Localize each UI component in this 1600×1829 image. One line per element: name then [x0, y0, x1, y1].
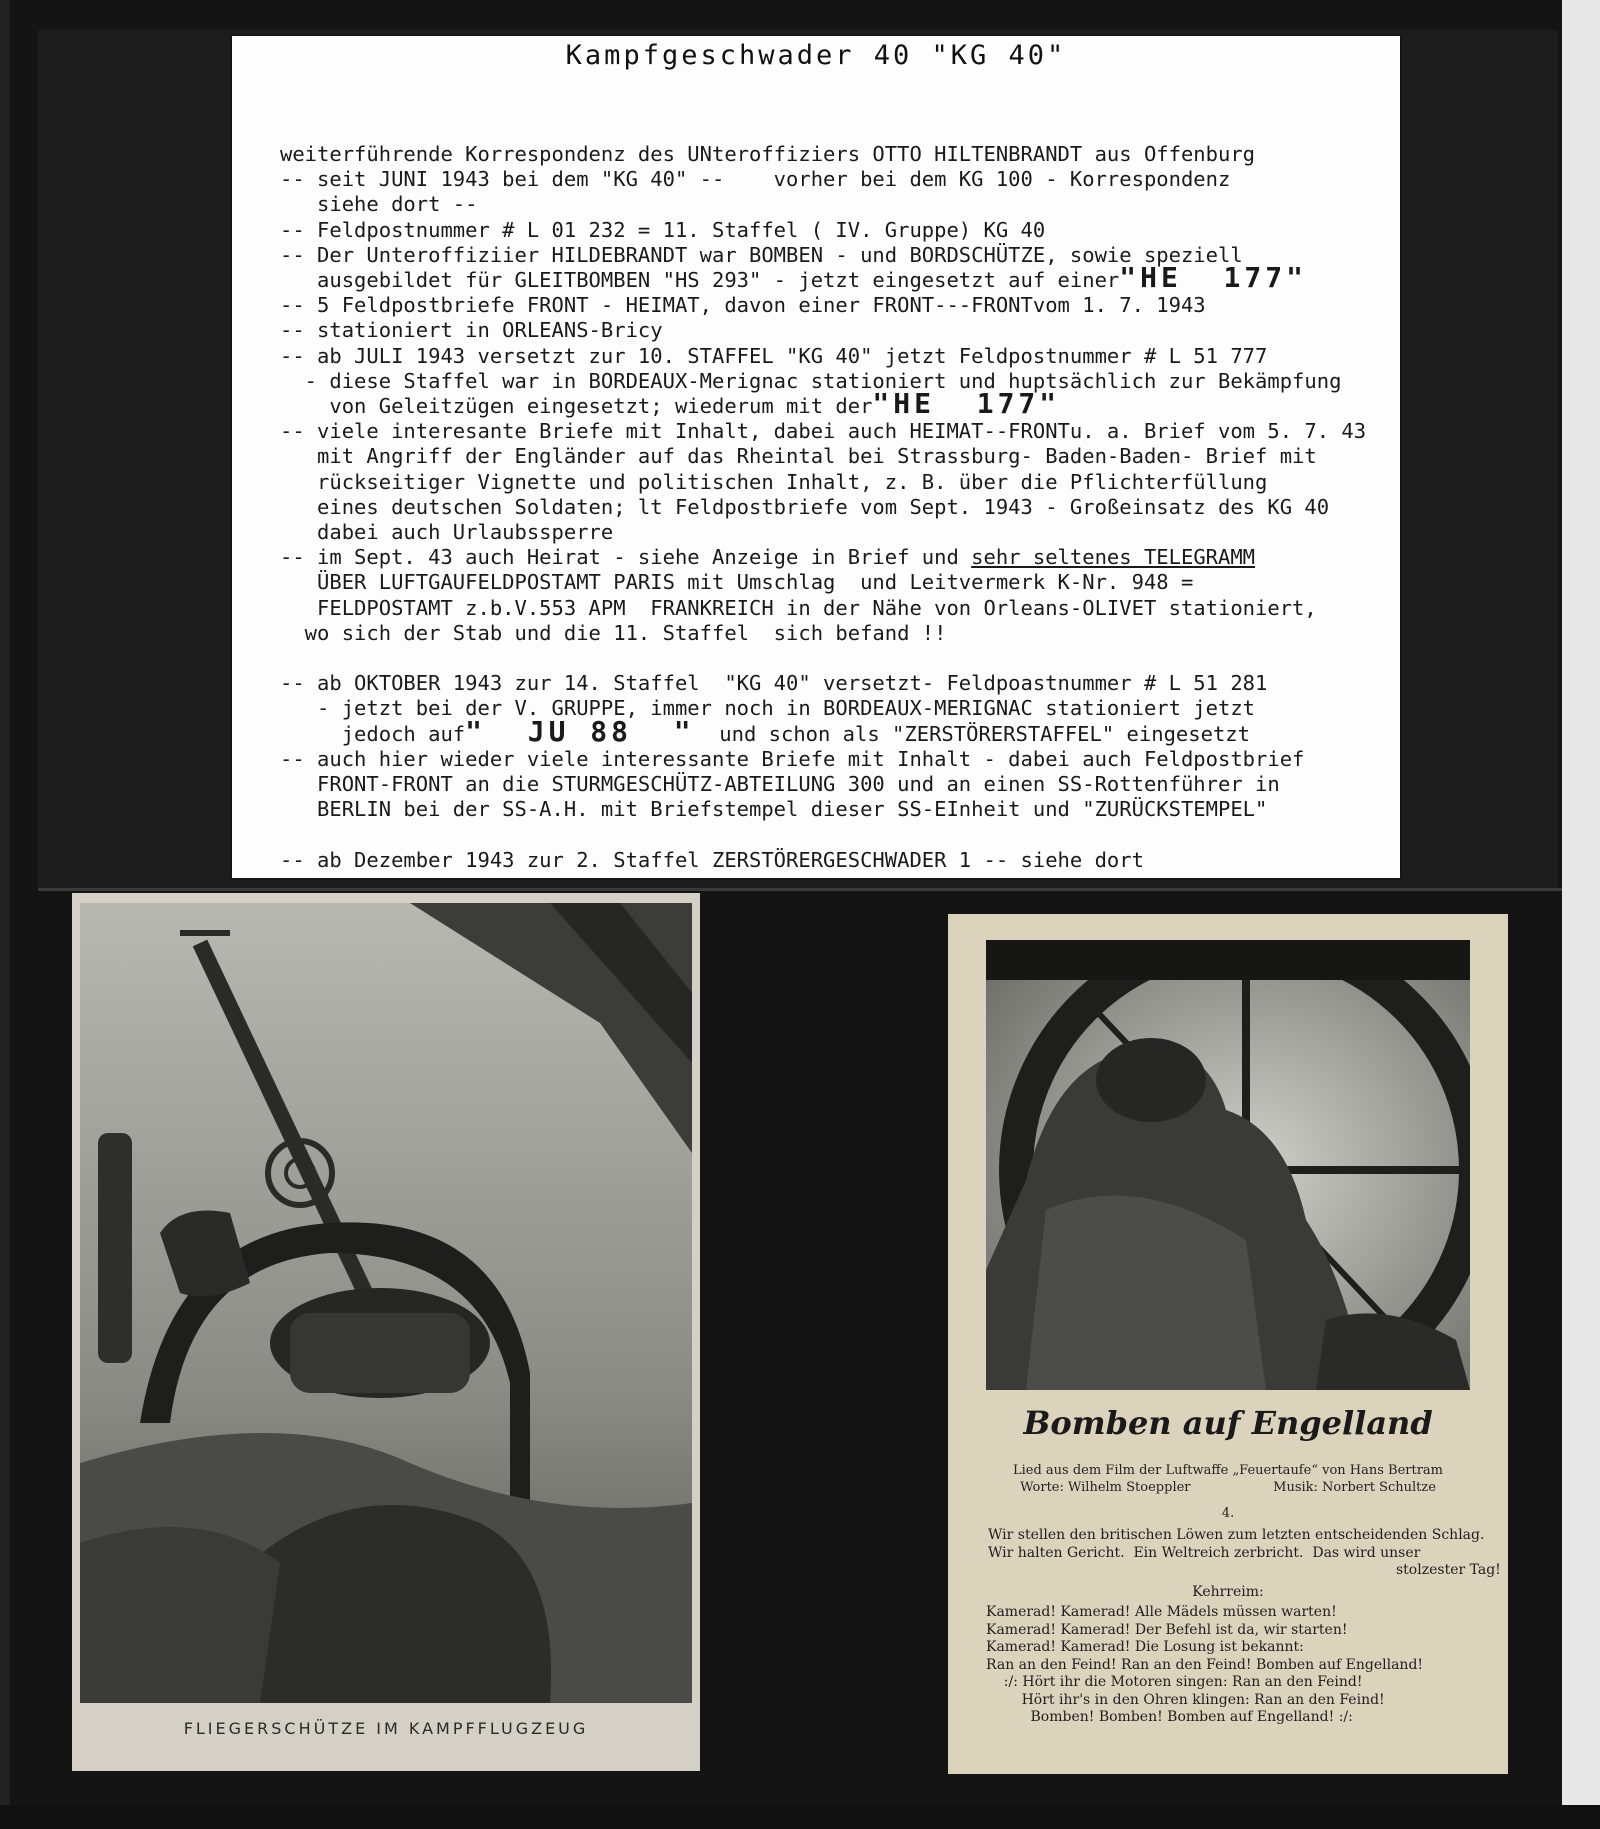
song-verse-tail: stolzester Tag! [1396, 1562, 1501, 1578]
line-27: BERLIN bei der SS-A.H. mit Briefstempel dieser SS-EInheit und "ZURÜCKSTEMPEL" [280, 797, 1268, 822]
line-6: ausgebildet für GLEITBOMBEN "HS 293" - jetzt eingesetzt auf einer [280, 268, 1120, 293]
line-9: -- ab JULI 1943 versetzt zur 10. STAFFEL "KG 40" jetzt Feldpostnummer # L 51 777 [280, 343, 1268, 368]
sheet-title: Kampfgeschwader 40 "KG 40" [565, 40, 1067, 71]
line-3: siehe dort -- [280, 192, 478, 217]
line-22: -- ab OKTOBER 1943 zur 14. Staffel "KG 40" versetzt- Feldpoastnummer # L 51 281 [280, 671, 1268, 696]
album-strip-divider [38, 888, 1562, 891]
line-29: -- ab Dezember 1943 zur 2. Staffel ZERSTÖRERGESCHWADER 1 -- siehe dort [280, 847, 1144, 872]
he177-emphasis-1: "HE 177" [1119, 261, 1307, 295]
credits-line-2: Worte: Wilhelm Stoeppler Musik: Norbert Schultze [1020, 1480, 1436, 1495]
line-12: -- viele interesante Briefe mit Inhalt, dabei auch HEIMAT--FRONTu. a. Brief vom 5. 7. 43 [280, 419, 1367, 444]
line-24b: und schon als "ZERSTÖRERSTAFFEL" eingesetzt [694, 721, 1250, 746]
line-1: weiterführende Korrespondenz des UNteroffiziers OTTO HILTENBRANDT aus Offenburg [280, 142, 1256, 166]
line-11: von Geleitzügen eingesetzt; wiederum mit der [280, 394, 873, 419]
line-24: jedoch auf [280, 721, 466, 746]
album-left-edge [0, 0, 10, 1829]
telegramm-underline: sehr seltenes TELEGRAMM [971, 545, 1256, 570]
song-chorus: Kamerad! Kamerad! Alle Mädels müssen warten! Kamerad! Kamerad! Der Befehl ist da, wir starten! Kamerad! Kamerad! Die Losung ist bekannt: Ran an den Feind! Ran an den Feind! Bomben auf Engelland! :/: Hört ihr die Motoren singen: Ran an den Feind! Hört ihr's in den Ohren klingen: Ran an den Feind! Bomben! Bomben! Bomben auf Engelland! :/: [986, 1604, 1424, 1725]
postcard-left-caption: FLIEGERSCHÜTZE IM KAMPFFLUGZEUG [183, 1719, 589, 1738]
he177-emphasis-2: "HE 177" [872, 387, 1061, 421]
song-title: Bomben auf Engelland [1023, 1404, 1433, 1442]
verse-number: 4. [1221, 1506, 1235, 1521]
chorus-label: Kehrreim: [1192, 1584, 1264, 1600]
line-10: - diese Staffel war in BORDEAUX-Merignac stationiert und huptsächlich zur Bekämpfung [280, 368, 1342, 393]
typed-description [280, 142, 1366, 873]
line-4: -- Feldpostnummer # L 01 232 = 11. Staffel ( IV. Gruppe) KG 40 [280, 217, 1046, 242]
line-15: eines deutschen Soldaten; lt Feldpostbriefe vom Sept. 1943 - Großeinsatz des KG 40 [280, 494, 1330, 519]
line-2: -- seit JUNI 1943 bei dem "KG 40" -- vorher bei dem KG 100 - Korrespondenz [280, 167, 1231, 192]
line-20: wo sich der Stab und die 11. Staffel sich befand !! [280, 620, 947, 645]
song-credits [988, 1462, 1468, 1496]
album-bottom-band [0, 1805, 1600, 1829]
line-19: FELDPOSTAMT z.b.V.553 APM FRANKREICH in der Nähe von Orleans-OLIVET stationiert, [280, 595, 1317, 620]
song-verse: Wir stellen den britischen Löwen zum letzten entscheidenden Schlag. Wir halten Gericht. Ein Weltreich zerbricht. Das wird unser [988, 1527, 1485, 1561]
line-23: - jetzt bei der V. GRUPPE, immer noch in BORDEAUX-MERIGNAC stationiert jetzt [280, 696, 1256, 721]
line-8: -- stationiert in ORLEANS-Bricy [280, 318, 663, 343]
line-7: -- 5 Feldpostbriefe FRONT - HEIMAT, davon einer FRONT---FRONTvom 1. 7. 1943 [280, 293, 1206, 318]
line-26: FRONT-FRONT an die STURMGESCHÜTZ-ABTEILUNG 300 und an einen SS-Rottenführer in [280, 772, 1280, 797]
postcard-bomben-auf-engelland [948, 914, 1508, 1774]
credits-line-1: Lied aus dem Film der Luftwaffe „Feuertaufe“ von Hans Bertram [1012, 1463, 1444, 1478]
line-16: dabei auch Urlaubssperre [280, 520, 614, 545]
line-5: -- Der Unteroffiziier HILDEBRANDT war BOMBEN - und BORDSCHÜTZE, sowie speziell [280, 242, 1243, 267]
gunner-photo [80, 903, 692, 1703]
line-25: -- auch hier wieder viele interessante Briefe mit Inhalt - dabei auch Feldpostbrief [280, 746, 1305, 771]
bomb-aimer-photo [986, 940, 1470, 1390]
line-18: ÜBER LUFTGAUFELDPOSTAMT PARIS mit Umschlag und Leitvermerk K-Nr. 948 = [280, 570, 1194, 595]
album-right-edge [1562, 0, 1600, 1829]
line-14: rückseitiger Vignette und politischen Inhalt, z. B. über die Pflichterfüllung [280, 469, 1268, 494]
description-sheet [232, 36, 1400, 878]
line-17: -- im Sept. 43 auch Heirat - siehe Anzeige in Brief und [280, 545, 972, 570]
postcard-fliegerschuetze [72, 893, 700, 1771]
bomb-aimer-illustration [986, 940, 1470, 1390]
line-13: mit Angriff der Engländer auf das Rheintal bei Strassburg- Baden-Baden- Brief mit [280, 444, 1317, 469]
gunner-photo-illustration [80, 903, 692, 1703]
ju88-emphasis: " JU 88 " [465, 714, 695, 748]
